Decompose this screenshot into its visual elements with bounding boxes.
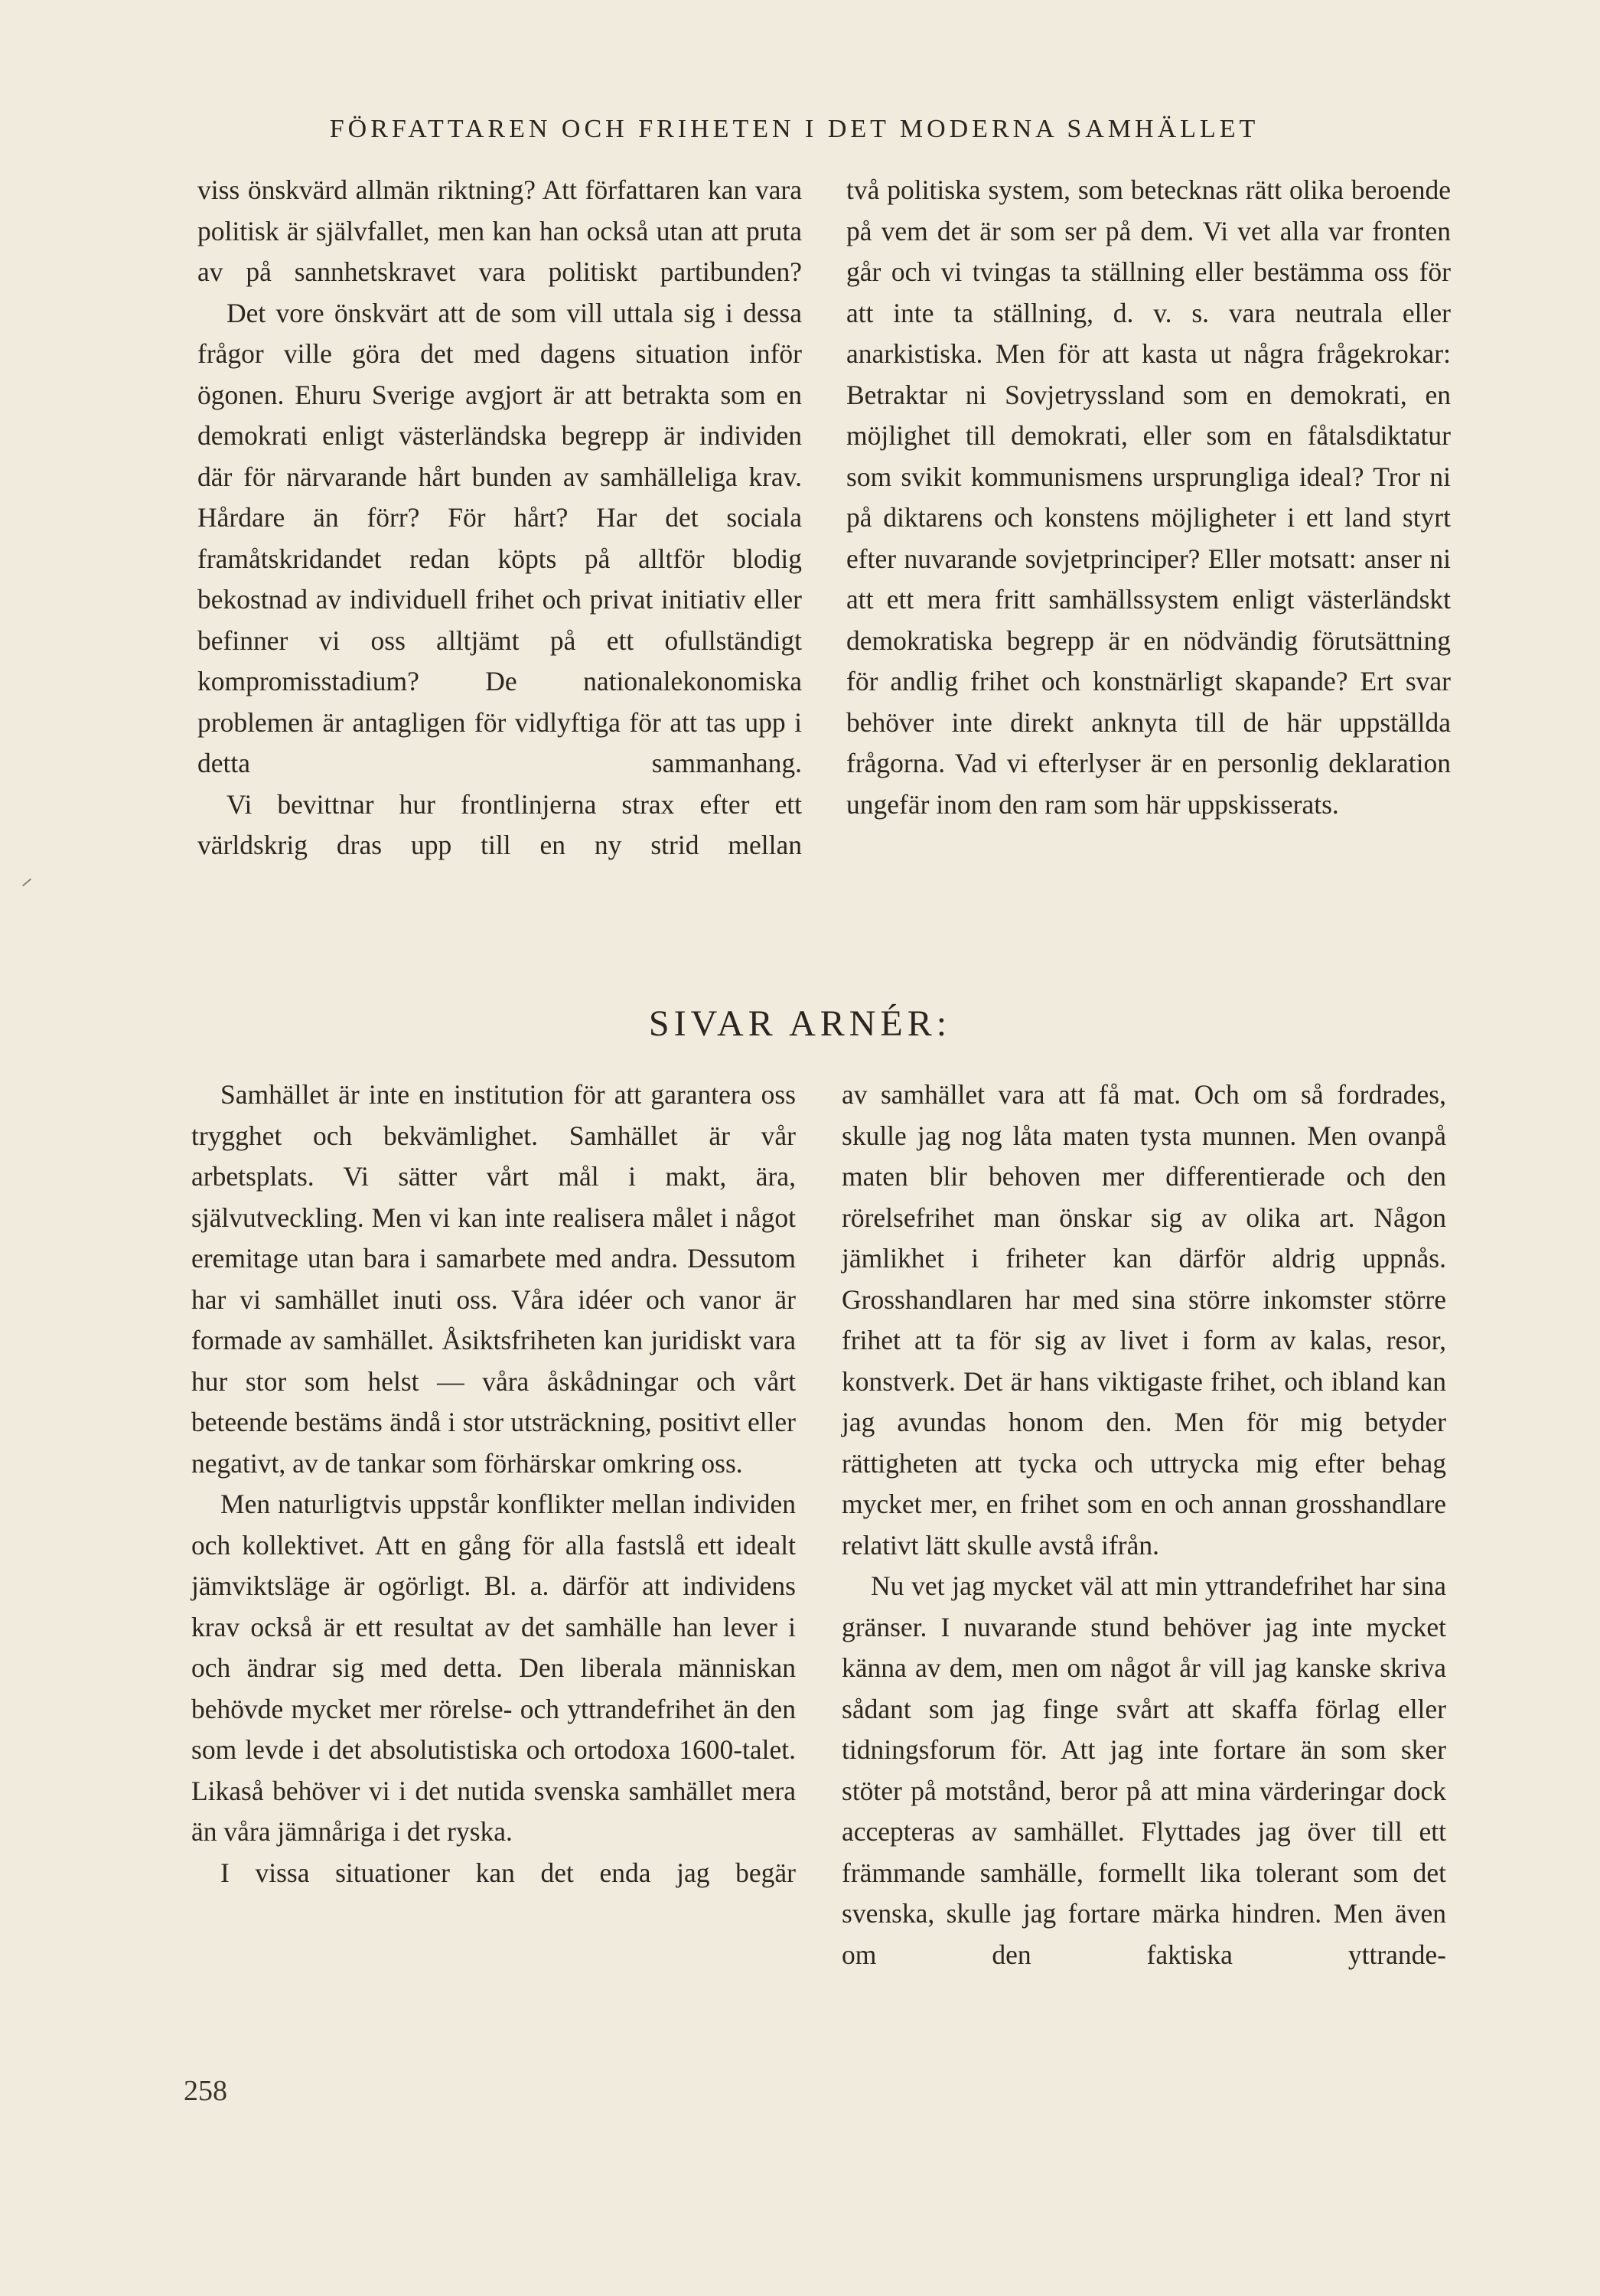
paragraph: Det vore önskvärt att de som vill uttala sig i dessa frågor ville göra det med dagens situation inför ögonen. Ehuru Sverige avgjort är att betrakta som en demokrati enligt västerländska begrepp är individen där för närvarande hårt bunden av samhälleliga krav. Hårdare än förr? För hårt? Har det sociala framåtskridandet redan köpts på alltför blodig bekostnad av individuell frihet och privat initiativ eller befinner vi oss alltjämt på ett ofullständigt kompromisstadium? De nationalekonomiska problemen är antagligen för vidlyftiga för att tas upp i detta sammanhang. [197, 297, 802, 778]
page-number: 258 [184, 2075, 227, 2107]
paragraph: viss önskvärd allmän riktning? Att författaren kan vara politisk är självfallet, men kan han också utan att pruta av på sannhetskravet vara politiskt partibunden? [197, 174, 802, 287]
paragraph: Men naturligtvis uppstår konflikter mellan individen och kollektivet. Att en gång för alla fastslå ett idealt jämviktsläge är ogörligt. Bl. a. därför att individens krav också är ett resultat av det samhälle han lever i och ändrar sig med detta. Den liberala människan behövde mycket mer rörelse- och yttrandefrihet än den som levde i det absolutistiska och ortodoxa 1600-talet. Likaså behöver vi i det nutida svenska samhället mera än våra jämnåriga i det ryska. [191, 1489, 796, 1847]
top-right-column [846, 170, 1451, 825]
bottom-left-column [191, 1075, 796, 1893]
top-left-column [197, 170, 802, 866]
paragraph: I vissa situationer kan det enda jag begär [220, 1857, 796, 1888]
paragraph: av samhället vara att få mat. Och om så fordrades, skulle jag nog låta maten tysta munnen. Men ovanpå maten blir behoven mer differentierade och den rörelsefrihet man önskar sig av olika art. Någon jämlikhet i friheter kan därför aldrig uppnås. Grosshandlaren har med sina större inkomster större frihet att ta för sig av livet i form av kalas, resor, konstverk. Det är hans viktigaste frihet, och ibland kan jag avundas honom den. Men för mig betyder rättigheten att tycka och uttrycka mig efter behag mycket mer, en frihet som en och annan grosshandlare relativt lätt skulle avstå ifrån. [842, 1079, 1446, 1561]
margin-mark [22, 879, 31, 887]
section-heading: SIVAR ARNÉR: [648, 1003, 952, 1044]
paragraph: Samhället är inte en institution för att garantera oss trygghet och bekvämlighet. Samhället är vår arbetsplats. Vi sätter vårt mål i makt, ära, självutveckling. Men vi kan inte realisera målet i något eremitage utan bara i samarbete med andra. Dessutom har vi samhället inuti oss. Våra idéer och vanor är formade av samhället. Åsiktsfriheten kan juridiskt vara hur stor som helst — våra åskådningar och vårt beteende bestäms ändå i stor utsträckning, positivt eller negativt, av de tankar som förhärskar omkring oss. [191, 1079, 796, 1479]
paragraph: två politiska system, som betecknas rätt olika beroende på vem det är som ser på dem. Vi vet alla var fronten går och vi tvingas ta ställning eller bestämma oss för att inte ta ställning, d. v. s. vara neutrala eller anarkistiska. Men för att kasta ut några frågekrokar: Betraktar ni Sovjetryssland som en demokrati, en möjlighet till demokrati, eller som en fåtalsdiktatur som svikit kommunismens ursprungliga ideal? Tror ni på diktarens och konstens möjligheter i ett land styrt efter nuvarande sovjetprinciper? Eller motsatt: anser ni att ett mera fritt samhällssystem enligt västerländskt demokratiska begrepp är en nödvändig förutsättning för andlig frihet och konstnärligt skapande? Ert svar behöver inte direkt anknyta till de här uppställda frågorna. Vad vi efterlyser är en personlig deklaration ungefär inom den ram som här uppskisserats. [846, 174, 1451, 820]
running-head: FÖRFATTAREN OCH FRIHETEN I DET MODERNA SAMHÄLLET [329, 115, 1259, 143]
paragraph: Nu vet jag mycket väl att min yttrandefrihet har sina gränser. I nuvarande stund behöver jag inte mycket känna av dem, men om något år vill jag kanske skriva sådant som jag finge svårt att skaffa förlag eller tidningsforum för. Att jag inte fortare än som sker stöter på motstånd, beror på att mina värderingar dock accepteras av samhället. Flyttades jag över till ett främmande samhälle, formellt lika tolerant som det svenska, skulle jag fortare märka hindren. Men även om den faktiska yttrande- [842, 1570, 1446, 1970]
bottom-right-column [842, 1075, 1446, 1975]
paragraph: Vi bevittnar hur frontlinjerna strax efter ett världskrig dras upp till en ny strid mellan [197, 788, 802, 860]
